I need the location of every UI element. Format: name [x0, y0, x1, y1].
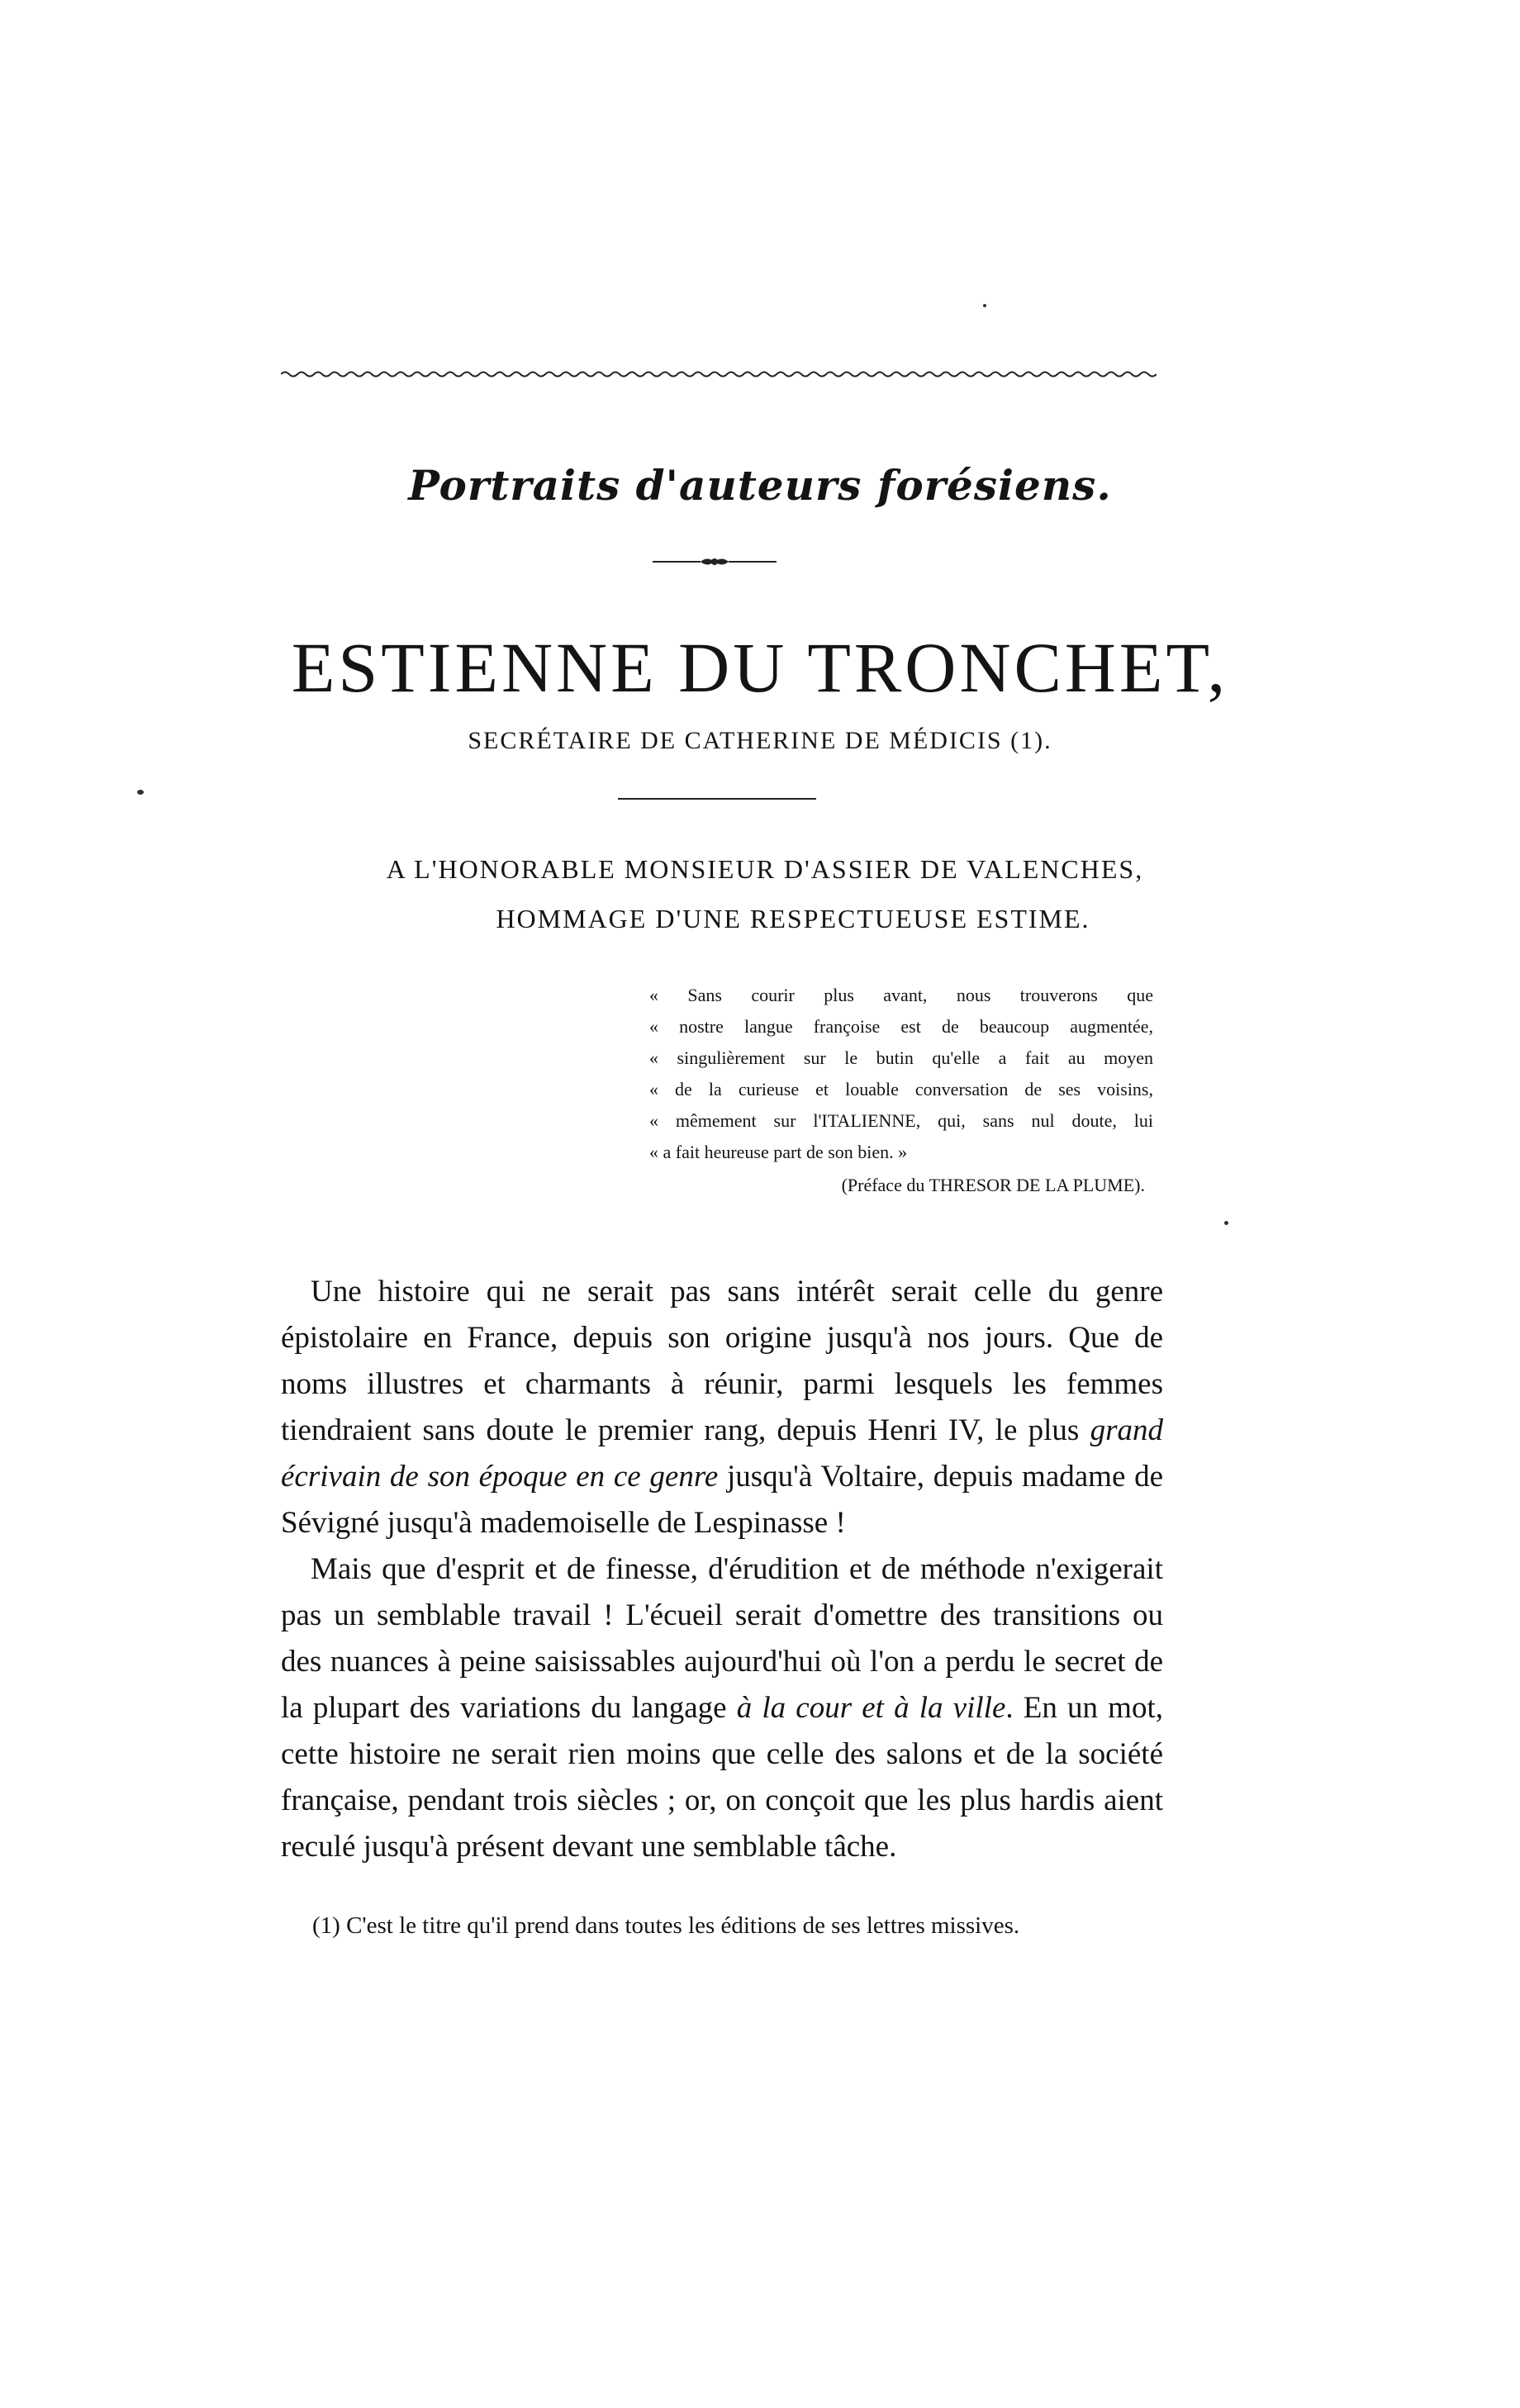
paragraph-2: Mais que d'esprit et de finesse, d'érudition et de méthode n'exigerait pas un semblable travail ! L'écueil serait d'omettre des transitions ou des nuances à peine saisissables aujourd'hui où l'on a perdu le secret de la plupart des variations du langage à la cour et à la ville. En un mot, cette histoire ne serait rien moins que celle des salons et de la société française, pendant trois siècles ; or, on conçoit que les plus hardis aient reculé jusqu'à présent devant une semblable tâche.: [281, 1552, 1163, 1864]
epigraph-line: « de la curieuse et louable conversation de ses voisins,: [649, 1079, 1153, 1100]
epigraph-source: (Préface du THRESOR DE LA PLUME).: [841, 1175, 1145, 1195]
epigraph-line: « mêmement sur l'ITALIENNE, qui, sans nul doute, lui: [649, 1110, 1153, 1131]
epigraph-line: « singulièrement sur le butin qu'elle a fait au moyen: [649, 1047, 1153, 1068]
article-title: ESTIENNE DU TRONCHET,: [291, 628, 1229, 707]
title-rule: [618, 798, 816, 800]
speck-mark: [983, 304, 986, 307]
epigraph-line: « Sans courir plus avant, nous trouverons que: [649, 985, 1153, 1005]
body-text: [281, 1269, 1163, 1870]
epigraph-line: « nostre langue françoise est de beaucoup augmentée,: [649, 1016, 1153, 1037]
dedication-line-1: A L'HONORABLE MONSIEUR D'ASSIER DE VALENCHES,: [386, 854, 1144, 884]
footnote: (1) C'est le titre qu'il prend dans toutes les éditions de ses lettres missives.: [312, 1912, 1020, 1939]
paragraph-1: Une histoire qui ne serait pas sans intérêt serait celle du genre épistolaire en France, depuis son origine jusqu'à nos jours. Que de noms illustres et charmants à réunir, parmi lesquels les femmes tiendraient sans doute le premier rang, depuis Henri IV, le plus grand écrivain de son époque en ce genre jusqu'à Voltaire, depuis madame de Sévigné jusqu'à mademoiselle de Lespinasse !: [281, 1275, 1164, 1540]
top-wavy-rule: [281, 368, 1157, 380]
speck-mark: [137, 790, 144, 795]
section-heading: Portraits d'auteurs forésiens.: [408, 461, 1112, 510]
speck-mark: [1224, 1221, 1228, 1225]
article-subtitle: SECRÉTAIRE DE CATHERINE DE MÉDICIS (1).: [468, 727, 1052, 754]
epigraph: [649, 980, 1153, 1201]
ornament-divider: [653, 553, 777, 570]
epigraph-line: « a fait heureuse part de son bien. »: [649, 1142, 908, 1162]
dedication-line-2: HOMMAGE D'UNE RESPECTUEUSE ESTIME.: [496, 904, 1090, 933]
